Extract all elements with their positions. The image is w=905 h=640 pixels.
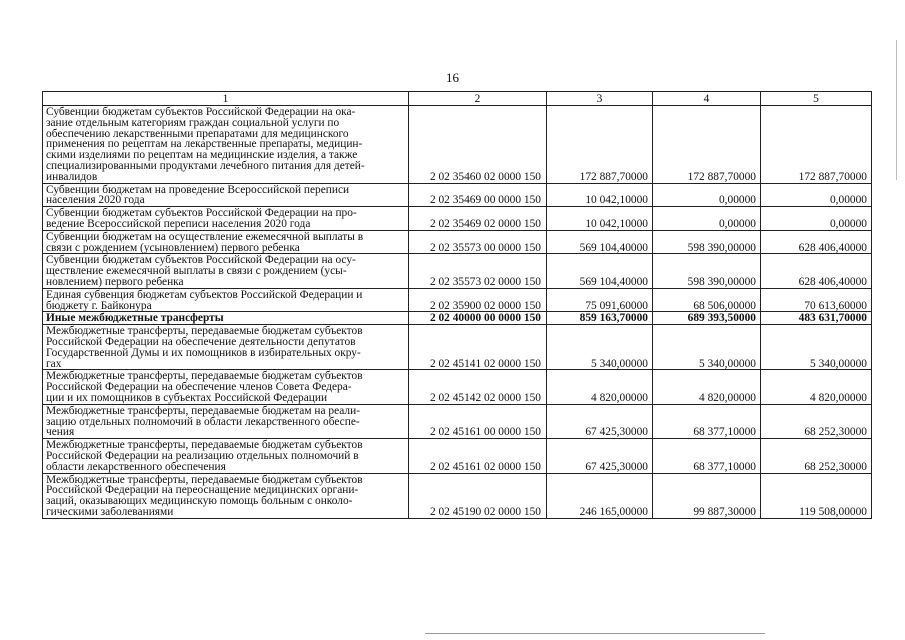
table-row bbox=[43, 106, 872, 184]
row-name-cell: Субвенции бюджетам субъектов Российской Федерации на осу- ществление ежемесячной выплаты в связи с рождением (усы- новлением) первого ребенка bbox=[43, 254, 409, 288]
header-col-3: 3 bbox=[547, 92, 653, 106]
header-col-1: 1 bbox=[43, 92, 409, 106]
row-value-1-cell: 4 820,00000 bbox=[547, 370, 653, 404]
table-row bbox=[43, 325, 872, 370]
table-row bbox=[43, 207, 872, 231]
row-value-2-cell: 68 377,10000 bbox=[653, 404, 761, 438]
row-name-cell: Субвенции бюджетам на проведение Всероссийской переписи населения 2020 года bbox=[43, 183, 409, 207]
row-value-3-cell: 628 406,40000 bbox=[761, 254, 872, 288]
row-value-3-cell: 0,00000 bbox=[761, 207, 872, 231]
row-code-cell: 2 02 35460 02 0000 150 bbox=[409, 106, 547, 184]
row-value-1-cell: 172 887,70000 bbox=[547, 106, 653, 184]
row-value-1-cell: 246 165,00000 bbox=[547, 473, 653, 518]
row-name-cell: Межбюджетные трансферты, передаваемые бюджетам субъектов Российской Федерации на обеспечение членов Совета Федера- ции и их помощников в субъектах Российской Федерации bbox=[43, 370, 409, 404]
header-col-2: 2 bbox=[409, 92, 547, 106]
row-value-1-cell: 67 425,30000 bbox=[547, 404, 653, 438]
row-name-cell: Межбюджетные трансферты, передаваемые бюджетам субъектов Российской Федерации на реализацию отдельных полномочий в области лекарственного обеспечения bbox=[43, 439, 409, 473]
row-value-2-cell: 4 820,00000 bbox=[653, 370, 761, 404]
row-value-2-cell: 0,00000 bbox=[653, 183, 761, 207]
row-code-cell: 2 02 35469 02 0000 150 bbox=[409, 207, 547, 231]
row-code-cell: 2 02 45190 02 0000 150 bbox=[409, 473, 547, 518]
row-value-2-cell: 99 887,30000 bbox=[653, 473, 761, 518]
table-row bbox=[43, 439, 872, 473]
row-value-2-cell: 5 340,00000 bbox=[653, 325, 761, 370]
row-value-1-cell: 10 042,10000 bbox=[547, 183, 653, 207]
table-row bbox=[43, 370, 872, 404]
row-value-3-cell: 68 252,30000 bbox=[761, 439, 872, 473]
row-name-cell: Межбюджетные трансферты, передаваемые бюджетам субъектов Российской Федерации на обеспечение деятельности депутатов Государственной Думы и их помощников в избирательных окру- гах bbox=[43, 325, 409, 370]
row-value-2-cell: 0,00000 bbox=[653, 207, 761, 231]
row-code-cell: 2 02 35573 02 0000 150 bbox=[409, 254, 547, 288]
table-row bbox=[43, 473, 872, 518]
scan-artifact-line bbox=[425, 633, 765, 634]
row-value-3-cell: 5 340,00000 bbox=[761, 325, 872, 370]
header-col-4: 4 bbox=[653, 92, 761, 106]
row-value-1-cell: 569 104,40000 bbox=[547, 230, 653, 254]
row-value-2-cell: 689 393,50000 bbox=[653, 312, 761, 325]
row-code-cell: 2 02 45161 02 0000 150 bbox=[409, 439, 547, 473]
row-value-2-cell: 598 390,00000 bbox=[653, 230, 761, 254]
row-value-1-cell: 569 104,40000 bbox=[547, 254, 653, 288]
row-code-cell: 2 02 45142 02 0000 150 bbox=[409, 370, 547, 404]
row-value-3-cell: 4 820,00000 bbox=[761, 370, 872, 404]
row-value-2-cell: 598 390,00000 bbox=[653, 254, 761, 288]
row-value-1-cell: 75 091,60000 bbox=[547, 288, 653, 312]
row-value-2-cell: 68 377,10000 bbox=[653, 439, 761, 473]
row-name-cell: Иные межбюджетные трансферты bbox=[43, 312, 409, 325]
table-row bbox=[43, 312, 872, 325]
row-value-2-cell: 172 887,70000 bbox=[653, 106, 761, 184]
header-col-5: 5 bbox=[761, 92, 872, 106]
row-code-cell: 2 02 40000 00 0000 150 bbox=[409, 312, 547, 325]
row-value-3-cell: 119 508,00000 bbox=[761, 473, 872, 518]
row-value-1-cell: 10 042,10000 bbox=[547, 207, 653, 231]
row-value-1-cell: 859 163,70000 bbox=[547, 312, 653, 325]
row-code-cell: 2 02 35573 00 0000 150 bbox=[409, 230, 547, 254]
table-row bbox=[43, 288, 872, 312]
row-name-cell: Межбюджетные трансферты, передаваемые бюджетам субъектов Российской Федерации на переоснащение медицинских органи- заций, оказывающих медицинскую помощь больным с онколо- гическими заболеваниями bbox=[43, 473, 409, 518]
table-row bbox=[43, 254, 872, 288]
row-name-cell: Субвенции бюджетам субъектов Российской Федерации на ока- зание отдельным категориям граждан социальной услуги по обеспечению лекарственными препаратами для медицинского применения по рецептам на лекарственные препараты, медицин- скими изделиями по рецептам на медицинские изделия, а также специализированными продуктами лечебного питания для детей- инвалидов bbox=[43, 106, 409, 184]
row-value-1-cell: 67 425,30000 bbox=[547, 439, 653, 473]
row-value-2-cell: 68 506,00000 bbox=[653, 288, 761, 312]
row-value-3-cell: 70 613,60000 bbox=[761, 288, 872, 312]
table-row bbox=[43, 404, 872, 438]
row-value-3-cell: 172 887,70000 bbox=[761, 106, 872, 184]
row-name-cell: Межбюджетные трансферты, передаваемые бюджетам на реали- зацию отдельных полномочий в области лекарственного обеспе- чения bbox=[43, 404, 409, 438]
row-name-cell: Субвенции бюджетам на осуществление ежемесячной выплаты в связи с рождением (усыновлением) первого ребенка bbox=[43, 230, 409, 254]
page-number: 16 bbox=[446, 70, 459, 85]
row-value-3-cell: 0,00000 bbox=[761, 183, 872, 207]
row-code-cell: 2 02 45161 00 0000 150 bbox=[409, 404, 547, 438]
scan-edge-mark bbox=[896, 40, 897, 180]
row-code-cell: 2 02 35469 00 0000 150 bbox=[409, 183, 547, 207]
row-code-cell: 2 02 45141 02 0000 150 bbox=[409, 325, 547, 370]
row-value-3-cell: 68 252,30000 bbox=[761, 404, 872, 438]
row-value-3-cell: 483 631,70000 bbox=[761, 312, 872, 325]
row-value-3-cell: 628 406,40000 bbox=[761, 230, 872, 254]
table-row bbox=[43, 183, 872, 207]
table-body bbox=[43, 106, 872, 519]
budget-table bbox=[42, 91, 872, 519]
table-header bbox=[43, 92, 872, 106]
table-row bbox=[43, 230, 872, 254]
row-value-1-cell: 5 340,00000 bbox=[547, 325, 653, 370]
row-code-cell: 2 02 35900 02 0000 150 bbox=[409, 288, 547, 312]
row-name-cell: Субвенции бюджетам субъектов Российской Федерации на про- ведение Всероссийской переписи населения 2020 года bbox=[43, 207, 409, 231]
row-name-cell: Единая субвенция бюджетам субъектов Российской Федерации и бюджету г. Байконура bbox=[43, 288, 409, 312]
